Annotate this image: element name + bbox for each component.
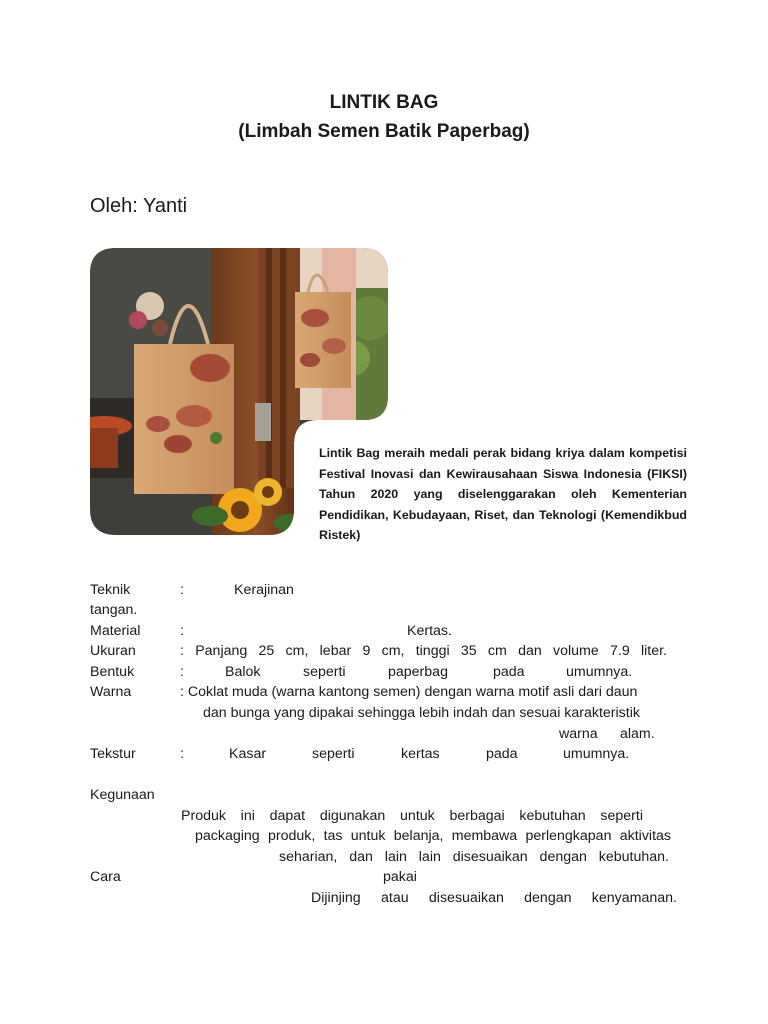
colon-material: : [180, 623, 184, 639]
label-kegunaan: Kegunaan [90, 787, 155, 803]
label-tekstur: Tekstur [90, 746, 136, 762]
document-subtitle: (Limbah Semen Batik Paperbag) [238, 121, 530, 142]
label-teknik: Teknik [90, 582, 131, 598]
warna-word-2: alam. [620, 726, 655, 742]
label-warna: Warna [90, 684, 132, 700]
value-kegunaan-line1: Produk ini dapat digunakan untuk berbagai kebutuhan seperti [181, 808, 643, 824]
value-cara-line: Dijinjing atau disesuaikan dengan kenyamanan. [311, 890, 677, 906]
colon-bentuk: : [180, 664, 184, 680]
value-warna-line2: dan bunga yang dipakai sehingga lebih indah dan sesuai karakteristik [203, 705, 640, 721]
tekstur-word-1: Kasar [229, 746, 267, 762]
colon-tekstur: : [180, 746, 184, 762]
photo-caption: Lintik Bag meraih medali perak bidang kriya dalam kompetisi Festival Inovasi dan Kewirausahaan Siswa Indonesia (FIKSI) Tahun 2020 yang diselenggarakan oleh Kementerian Pendidikan, Kebudayaan, Riset, dan Teknologi (Kemendikbud Ristek) [319, 446, 687, 542]
cara-word: pakai [383, 869, 417, 885]
value-kegunaan-line3: seharian, dan lain lain disesuaikan dengan kebutuhan. [279, 849, 669, 865]
value-warna-line1: : Coklat muda (warna kantong semen) dengan warna motif asli dari daun [180, 684, 638, 700]
author-line: Oleh: Yanti [90, 195, 188, 217]
value-material: Kertas. [407, 623, 452, 639]
document-title: LINTIK BAG [329, 92, 439, 113]
tekstur-word-5: umumnya. [563, 746, 630, 762]
label-material: Material [90, 623, 141, 639]
bentuk-word-2: seperti [303, 664, 346, 680]
value-teknik-a: Kerajinan [234, 582, 294, 598]
bentuk-word-3: paperbag [388, 664, 448, 680]
colon-teknik: : [180, 582, 184, 598]
label-cara: Cara [90, 869, 121, 885]
value-ukuran: : Panjang 25 cm, lebar 9 cm, tinggi 35 cm dan volume 7.9 liter. [180, 643, 667, 659]
value-kegunaan-line2: packaging produk, tas untuk belanja, membawa perlengkapan aktivitas [195, 828, 671, 844]
tekstur-word-4: pada [486, 746, 518, 762]
label-bentuk: Bentuk [90, 664, 135, 680]
value-teknik-b: tangan. [90, 602, 138, 618]
tekstur-word-2: seperti [312, 746, 355, 762]
bentuk-word-4: pada [493, 664, 525, 680]
warna-word-1: warna [559, 726, 598, 742]
tekstur-word-3: kertas [401, 746, 440, 762]
bentuk-word-5: umumnya. [566, 664, 633, 680]
bentuk-word-1: Balok [225, 664, 261, 680]
label-ukuran: Ukuran [90, 643, 136, 659]
